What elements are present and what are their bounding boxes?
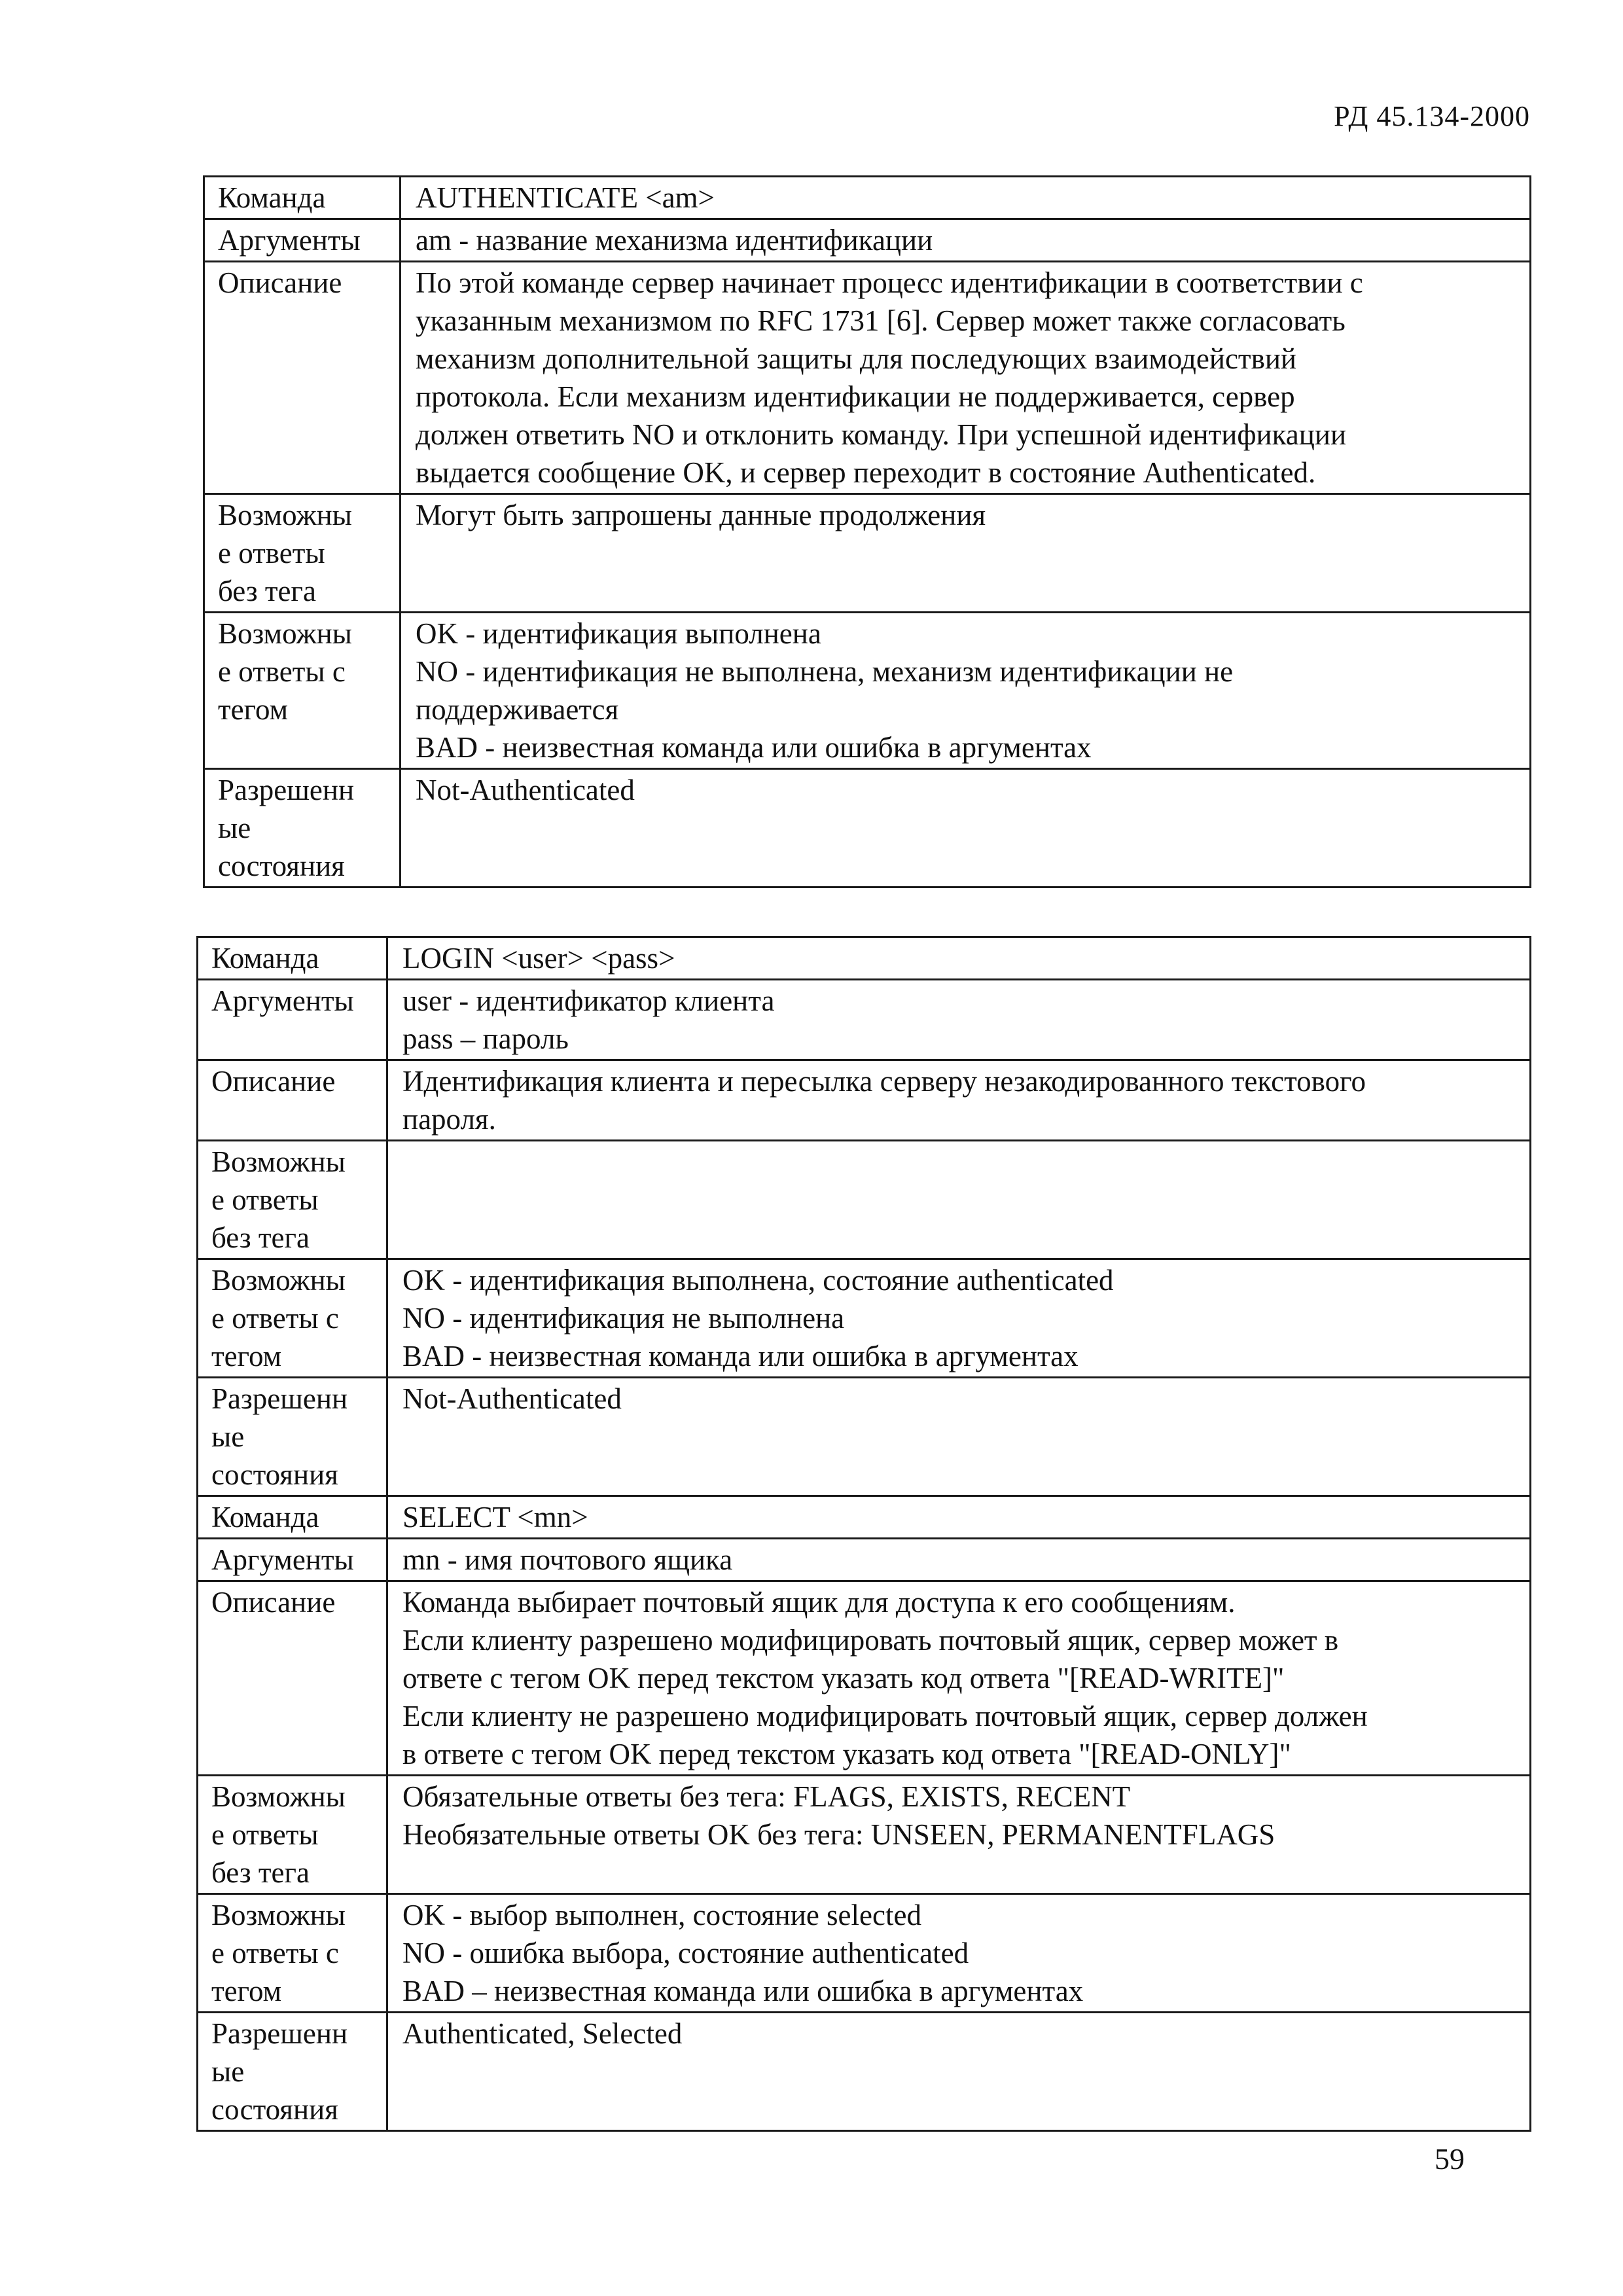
page-number: 59 — [1435, 2142, 1465, 2176]
row-label-line: Возможны — [211, 1780, 346, 1813]
row-value-line: OK - выбор выполнен, состояние selected — [402, 1899, 921, 1931]
row-value-cell — [387, 1378, 1531, 1496]
row-label-line: Разрешенн — [211, 2017, 348, 2050]
row-label-line: тегом — [211, 1975, 282, 2007]
row-value-cell — [401, 262, 1531, 494]
row-label-line: ые — [211, 1420, 245, 1453]
row-value-cell — [387, 1259, 1531, 1378]
row-label-line: Описание — [211, 1065, 336, 1098]
table-row — [204, 613, 1531, 769]
row-label-cell — [198, 937, 387, 980]
row-label-cell — [198, 1141, 387, 1259]
row-label-line: Аргументы — [211, 1543, 354, 1576]
row-label-line: е ответы — [211, 1818, 319, 1851]
row-label-line: состояния — [211, 2093, 338, 2126]
row-label-line: ые — [211, 2055, 245, 2088]
document-code: РД 45.134-2000 — [1334, 100, 1530, 132]
row-value-cell — [401, 769, 1531, 888]
row-value-cell — [387, 2013, 1531, 2131]
row-label-line: тегом — [211, 1340, 282, 1372]
row-label-cell — [204, 177, 401, 219]
row-label-line: Команда — [218, 181, 326, 214]
row-value-line: Not-Authenticated — [402, 1382, 622, 1415]
row-value-line: Not-Authenticated — [416, 774, 635, 806]
row-value-line: pass – пароль — [402, 1022, 569, 1055]
authenticate-command-table — [203, 175, 1531, 888]
row-label-cell — [198, 1496, 387, 1539]
row-value-cell — [401, 494, 1531, 613]
row-value-cell — [401, 219, 1531, 262]
table-row — [198, 1776, 1531, 1894]
row-label-line: Команда — [211, 942, 319, 975]
row-label-cell — [198, 2013, 387, 2131]
login-select-command-table — [196, 936, 1531, 2132]
row-value-cell — [387, 937, 1531, 980]
row-label-line: е ответы с — [211, 1937, 339, 1969]
row-label-cell — [198, 1060, 387, 1141]
row-label-line: Разрешенн — [211, 1382, 348, 1415]
row-label-line: состояния — [218, 850, 345, 882]
row-value-line: OK - идентификация выполнена — [416, 617, 821, 650]
row-value-line: в ответе с тегом OK перед текстом указать код ответа "[READ-ONLY]" — [402, 1738, 1291, 1770]
table-row — [198, 1141, 1531, 1259]
row-value-line: NO - ошибка выбора, состояние authenticated — [402, 1937, 969, 1969]
row-label-cell — [198, 1581, 387, 1776]
row-value-cell — [387, 1539, 1531, 1581]
row-label-line: е ответы с — [211, 1302, 339, 1335]
table-row — [204, 769, 1531, 888]
row-value-cell — [387, 1060, 1531, 1141]
row-value-cell — [387, 1776, 1531, 1894]
row-label-line: е ответы — [211, 1183, 319, 1216]
row-label-line: Возможны — [211, 1145, 346, 1178]
table-row — [198, 1496, 1531, 1539]
row-label-line: Аргументы — [211, 984, 354, 1017]
row-value-line: Если клиенту не разрешено модифицировать почтовый ящик, сервер должен — [402, 1700, 1368, 1732]
table-row — [198, 2013, 1531, 2131]
row-label-line: Разрешенн — [218, 774, 355, 806]
row-label-line: е ответы с — [218, 655, 346, 688]
row-label-cell — [198, 1894, 387, 2013]
row-value-line: ответе с тегом OK перед текстом указать код ответа "[READ-WRITE]" — [402, 1662, 1285, 1695]
table-row — [204, 177, 1531, 219]
row-value-line: выдается сообщение OK, и сервер переходит в состояние Authenticated. — [416, 456, 1316, 489]
table-row — [198, 1378, 1531, 1496]
row-label-cell — [204, 219, 401, 262]
table-row — [198, 1259, 1531, 1378]
table-row — [198, 1894, 1531, 2013]
row-label-cell — [198, 1539, 387, 1581]
row-label-cell — [198, 1776, 387, 1894]
row-value-cell — [387, 1141, 1531, 1259]
row-value-line: Необязательные ответы OK без тега: UNSEEN, PERMANENTFLAGS — [402, 1818, 1275, 1851]
row-value-line: BAD - неизвестная команда или ошибка в аргументах — [416, 731, 1092, 764]
row-label-cell — [204, 494, 401, 613]
row-value-line: По этой команде сервер начинает процесс идентификации в соответствии с — [416, 266, 1363, 299]
row-value-line: пароля. — [402, 1103, 496, 1136]
table-row — [198, 1581, 1531, 1776]
row-value-line: NO - идентификация не выполнена — [402, 1302, 845, 1335]
table-row — [198, 1539, 1531, 1581]
row-value-line: протокола. Если механизм идентификации не поддерживается, сервер — [416, 380, 1295, 413]
row-label-line: Описание — [211, 1586, 336, 1619]
row-label-line: без тега — [211, 1856, 310, 1889]
row-value-line: NO - идентификация не выполнена, механизм идентификации не — [416, 655, 1234, 688]
row-label-line: Команда — [211, 1501, 319, 1534]
row-label-cell — [198, 1378, 387, 1496]
row-value-line: поддерживается — [416, 693, 619, 726]
row-label-cell — [198, 1259, 387, 1378]
row-value-line: am - название механизма идентификации — [416, 224, 933, 257]
table-row — [204, 494, 1531, 613]
row-value-line: BAD – неизвестная команда или ошибка в аргументах — [402, 1975, 1084, 2007]
row-label-line: Возможны — [218, 617, 352, 650]
row-label-line: тегом — [218, 693, 289, 726]
row-value-cell — [387, 1581, 1531, 1776]
row-label-line: состояния — [211, 1458, 338, 1491]
row-value-line: Команда выбирает почтовый ящик для доступа к его сообщениям. — [402, 1586, 1236, 1619]
row-value-line: mn - имя почтового ящика — [402, 1543, 733, 1576]
row-label-line: Возможны — [218, 499, 352, 531]
row-label-cell — [204, 262, 401, 494]
row-label-line: е ответы — [218, 537, 325, 569]
row-label-cell — [204, 769, 401, 888]
table-row — [204, 219, 1531, 262]
row-label-line: Возможны — [211, 1264, 346, 1297]
row-label-line: Аргументы — [218, 224, 361, 257]
row-value-line: SELECT <mn> — [402, 1501, 588, 1534]
row-value-line: Если клиенту разрешено модифицировать почтовый ящик, сервер может в — [402, 1624, 1339, 1657]
row-value-line: AUTHENTICATE <am> — [416, 181, 715, 214]
row-value-cell — [401, 177, 1531, 219]
table-row — [198, 1060, 1531, 1141]
row-label-line: Возможны — [211, 1899, 346, 1931]
row-value-line: указанным механизмом по RFC 1731 [6]. Сервер может также согласовать — [416, 304, 1346, 337]
row-value-line: должен ответить NO и отклонить команду. При успешной идентификации — [416, 418, 1347, 451]
row-label-line: без тега — [218, 575, 316, 607]
row-label-cell — [204, 613, 401, 769]
row-value-cell — [401, 613, 1531, 769]
row-label-line: ые — [218, 812, 251, 844]
row-label-line: без тега — [211, 1221, 310, 1254]
row-value-line: user - идентификатор клиента — [402, 984, 775, 1017]
row-value-line: OK - идентификация выполнена, состояние authenticated — [402, 1264, 1114, 1297]
row-value-line: BAD - неизвестная команда или ошибка в аргументах — [402, 1340, 1079, 1372]
table-row — [204, 262, 1531, 494]
row-value-cell — [387, 980, 1531, 1060]
row-value-line: Authenticated, Selected — [402, 2017, 683, 2050]
row-value-cell — [387, 1496, 1531, 1539]
row-value-line: Идентификация клиента и пересылка серверу незакодированного текстового — [402, 1065, 1366, 1098]
row-label-cell — [198, 980, 387, 1060]
row-value-line: LOGIN <user> <pass> — [402, 942, 675, 975]
table-row — [198, 937, 1531, 980]
row-value-cell — [387, 1894, 1531, 2013]
row-value-line: Обязательные ответы без тега: FLAGS, EXISTS, RECENT — [402, 1780, 1131, 1813]
row-value-line: механизм дополнительной защиты для последующих взаимодействий — [416, 342, 1297, 375]
table-row — [198, 980, 1531, 1060]
row-label-line: Описание — [218, 266, 342, 299]
row-value-line: Могут быть запрошены данные продолжения — [416, 499, 986, 531]
